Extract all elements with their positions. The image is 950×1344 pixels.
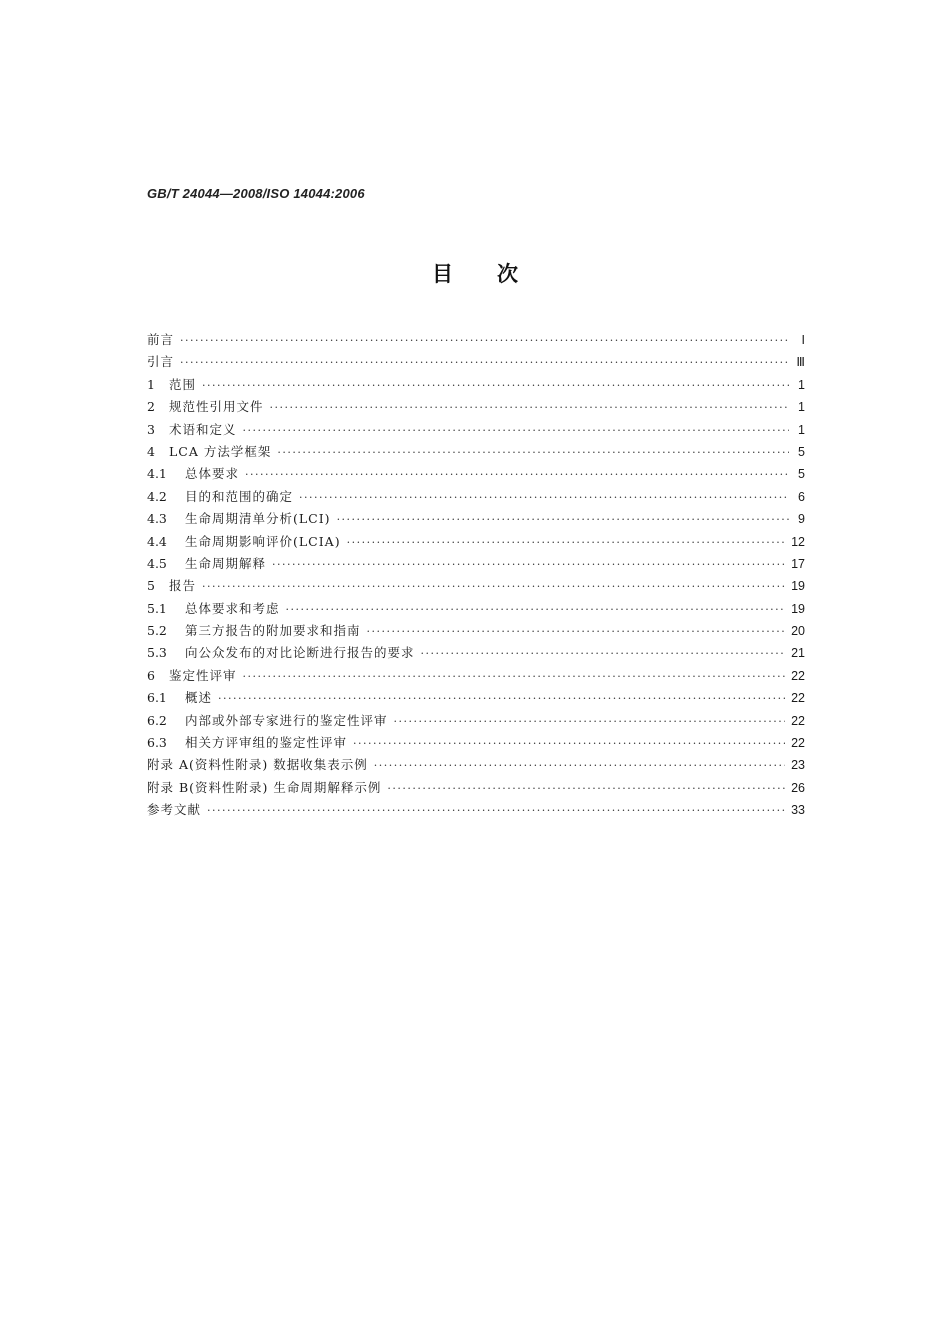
toc-entry-label: 术语和定义 <box>169 421 237 437</box>
toc-entry-number: 3 <box>147 421 155 437</box>
toc-entry-page: 6 <box>798 489 805 504</box>
toc-entry-number: 6 <box>147 667 155 683</box>
toc-entry-page: 5 <box>798 467 805 482</box>
toc-dot-leader <box>202 375 789 397</box>
toc-entry[interactable] <box>147 396 805 418</box>
toc-dot-leader <box>337 509 789 531</box>
toc-entry-number: 4.5 <box>147 555 167 571</box>
toc-entry-label: 报告 <box>169 578 197 594</box>
toc-entry-label: 参考文献 <box>147 802 202 818</box>
toc-dot-leader <box>218 688 785 710</box>
toc-dot-leader <box>394 711 786 733</box>
toc-entry[interactable] <box>147 777 805 799</box>
toc-dot-leader <box>207 800 785 822</box>
toc-entry-page: 23 <box>791 758 805 773</box>
toc-entry[interactable] <box>147 463 805 485</box>
toc-entry[interactable] <box>147 598 805 620</box>
toc-entry-page: 21 <box>791 646 805 661</box>
toc-entry-label: 目的和范围的确定 <box>185 488 294 504</box>
toc-entry-page: 26 <box>791 780 805 795</box>
toc-entry[interactable] <box>147 374 805 396</box>
toc-dot-leader <box>347 532 786 554</box>
toc-entry-label: 概述 <box>185 690 213 706</box>
toc-entry-page: 5 <box>798 444 805 459</box>
toc-entry-page: 9 <box>798 512 805 527</box>
toc-dot-leader <box>387 778 785 800</box>
toc-dot-leader <box>180 352 789 374</box>
toc-entry-label: 附录 B(资料性附录) 生命周期解释示例 <box>147 779 382 795</box>
toc-entry-label: 生命周期清单分析(LCI) <box>185 511 331 527</box>
toc-dot-leader <box>180 330 789 352</box>
toc-entry-number: 4.3 <box>147 511 167 527</box>
toc-entry[interactable] <box>147 531 805 553</box>
toc-entry-label: 总体要求 <box>185 466 240 482</box>
toc-entry-page: 1 <box>798 377 805 392</box>
toc-entry-page: 20 <box>791 624 805 639</box>
toc-dot-leader <box>272 554 785 576</box>
toc-entry[interactable] <box>147 329 805 351</box>
toc-entry-page: 22 <box>791 736 805 751</box>
toc-entry[interactable] <box>147 620 805 642</box>
toc-entry-label: 生命周期解释 <box>185 555 267 571</box>
toc-entry-number: 6.1 <box>147 690 167 706</box>
toc-dot-leader <box>299 487 789 509</box>
toc-entry[interactable] <box>147 508 805 530</box>
toc-entry-number: 5 <box>147 578 155 594</box>
toc-entry[interactable] <box>147 710 805 732</box>
toc-entry-label: 附录 A(资料性附录) 数据收集表示例 <box>147 757 368 773</box>
toc-entry-label: LCA 方法学框架 <box>169 443 272 459</box>
toc-entry-page: 22 <box>791 668 805 683</box>
toc-entry-label: 生命周期影响评价(LCIA) <box>185 533 341 549</box>
toc-entry[interactable] <box>147 419 805 441</box>
toc-dot-leader <box>245 464 789 486</box>
toc-dot-leader <box>270 397 789 419</box>
toc-dot-leader <box>286 599 786 621</box>
toc-entry[interactable] <box>147 754 805 776</box>
toc-entry-page: 22 <box>791 691 805 706</box>
toc-entry-number: 2 <box>147 399 155 415</box>
toc-dot-leader <box>277 442 789 464</box>
toc-entry-page: 22 <box>791 713 805 728</box>
toc-entry-page: 33 <box>791 803 805 818</box>
toc-entry-page: 19 <box>791 579 805 594</box>
toc-entry-label: 向公众发布的对比论断进行报告的要求 <box>185 645 415 661</box>
toc-entry-page: 12 <box>791 534 805 549</box>
toc-entry-page: I <box>801 333 805 347</box>
toc-entry-number: 5.3 <box>147 645 167 661</box>
toc-entry-label: 范围 <box>169 376 197 392</box>
toc-entry-page: 1 <box>798 422 805 437</box>
toc-entry-label: 鉴定性评审 <box>169 667 237 683</box>
toc-dot-leader <box>367 621 786 643</box>
toc-entry-number: 4.4 <box>147 533 167 549</box>
toc-entry-number: 5.1 <box>147 600 167 616</box>
page-title: 目次 <box>432 262 562 286</box>
toc-entry-number: 5.2 <box>147 623 167 639</box>
toc-entry-number: 1 <box>147 376 155 392</box>
toc-entry[interactable] <box>147 575 805 597</box>
toc-dot-leader <box>374 755 785 777</box>
toc-entry-page: 1 <box>798 400 805 415</box>
table-of-contents <box>147 329 805 822</box>
toc-entry[interactable] <box>147 642 805 664</box>
toc-entry-page: 17 <box>791 556 805 571</box>
toc-entry-page: Ⅲ <box>796 355 805 370</box>
toc-entry-label: 前言 <box>147 332 175 347</box>
standard-code: GB/T 24044—2008/ISO 14044:2006 <box>147 186 365 201</box>
toc-entry-number: 4.2 <box>147 488 167 504</box>
toc-entry-label: 规范性引用文件 <box>169 399 264 415</box>
toc-entry-label: 引言 <box>147 354 175 370</box>
toc-entry-label: 内部或外部专家进行的鉴定性评审 <box>185 712 388 728</box>
toc-entry-label: 相关方评审组的鉴定性评审 <box>185 735 348 751</box>
toc-entry[interactable] <box>147 486 805 508</box>
toc-entry-label: 第三方报告的附加要求和指南 <box>185 623 361 639</box>
toc-entry-number: 6.2 <box>147 712 167 728</box>
toc-entry[interactable] <box>147 441 805 463</box>
toc-entry-number: 6.3 <box>147 735 167 751</box>
toc-dot-leader <box>243 666 786 688</box>
toc-entry[interactable] <box>147 553 805 575</box>
toc-entry-number: 4.1 <box>147 466 167 482</box>
toc-entry[interactable] <box>147 732 805 754</box>
toc-dot-leader <box>202 576 785 598</box>
toc-entry[interactable] <box>147 687 805 709</box>
toc-entry-label: 总体要求和考虑 <box>185 600 280 616</box>
toc-dot-leader <box>353 733 785 755</box>
toc-entry-page: 19 <box>791 601 805 616</box>
toc-entry-number: 4 <box>147 443 155 459</box>
toc-entry[interactable] <box>147 665 805 687</box>
toc-dot-leader <box>243 420 789 442</box>
toc-entry[interactable] <box>147 351 805 373</box>
toc-dot-leader <box>421 643 786 665</box>
toc-entry[interactable] <box>147 799 805 821</box>
